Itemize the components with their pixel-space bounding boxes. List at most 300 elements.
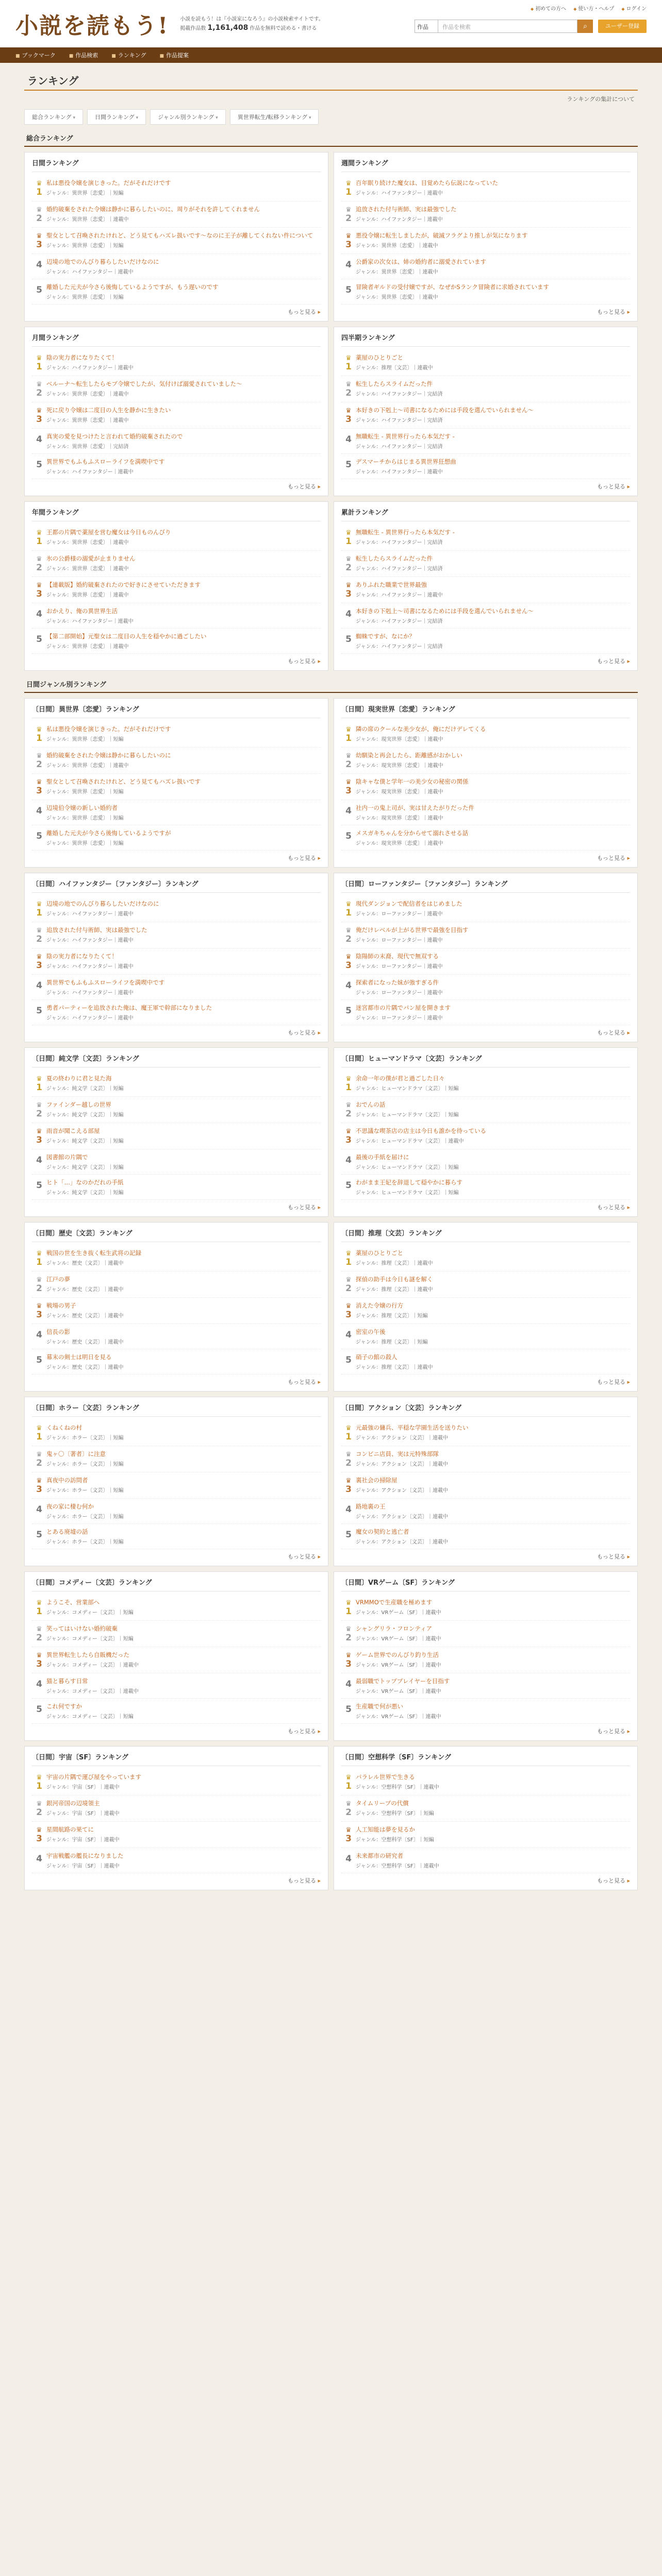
rank-number: 4 — [345, 806, 352, 816]
crown-icon: ♛ — [345, 407, 352, 415]
more-link[interactable]: もっと見る ▸ — [32, 1549, 321, 1561]
work-title-link[interactable]: 勇者パーティーを追放された俺は、魔王軍で幹部になりました — [46, 1004, 212, 1011]
ranking-card — [334, 1746, 638, 1890]
crown-icon: ♛ — [36, 555, 42, 563]
work-title-link[interactable]: 最後の手紙を届けに — [356, 1154, 409, 1161]
work-title-link[interactable]: 隣の席のクールな美少女が、俺にだけデレてくる — [356, 725, 486, 733]
work-meta: ジャンル：異世界〔恋愛〕｜連載中 — [46, 217, 129, 223]
work-title-link[interactable]: 【連載版】婚約破棄されたので好きにさせていただきます — [46, 581, 201, 588]
work-title-link[interactable]: 魔女の契約と逃亡者 — [356, 1528, 409, 1535]
work-title-link[interactable]: 転生したらスライムだった件 — [356, 380, 433, 387]
work-title-link[interactable]: 生産職で何が悪い — [356, 1703, 403, 1710]
ranking-item — [341, 1446, 630, 1472]
ranking-item — [32, 228, 321, 254]
ranking-item — [341, 896, 630, 922]
ranking-card-title: 日間ランキング — [32, 158, 321, 172]
ranking-item-body — [46, 1651, 321, 1669]
work-title-link[interactable]: 本好きの下剋上〜司書になるためには手段を選んでいられません〜 — [356, 607, 534, 615]
work-title-link[interactable]: 雨音が聞こえる部屋 — [46, 1127, 100, 1134]
tab-overall[interactable]: 総合ランキング ▾ — [24, 109, 83, 125]
ranking-item — [341, 1499, 630, 1524]
work-title-link[interactable]: VRMMOで生産職を極めます — [356, 1599, 433, 1606]
work-title-link[interactable]: 幼馴染と再会したら、距離感がおかしい — [356, 752, 462, 759]
crown-icon: ♛ — [36, 1477, 42, 1485]
ranking-card — [334, 698, 638, 868]
ranking-item — [341, 1123, 630, 1149]
rank-number: 5 — [345, 1355, 352, 1365]
ranking-item — [341, 1175, 630, 1200]
crown-icon: ♛ — [36, 778, 42, 786]
ranking-item — [32, 1149, 321, 1175]
work-title-link[interactable]: 婚約破棄をされた令嬢は静かに暮らしたいのに — [46, 752, 171, 759]
work-title-link[interactable]: ようこそ、営業部へ — [46, 1599, 100, 1606]
ranking-item — [32, 279, 321, 304]
work-title-link[interactable]: 笑ってはいけない婚約破棄 — [46, 1625, 118, 1632]
work-title-link[interactable]: 不思議な喫茶店の店主は今日も誰かを待っている — [356, 1127, 486, 1134]
rank-number: ♛ 1 — [32, 179, 46, 197]
work-title-link[interactable]: 転生したらスライムだった件 — [356, 555, 433, 562]
work-title-link[interactable]: おでんの話 — [356, 1101, 386, 1108]
work-title-link[interactable]: 幕末の剣士は明日を見る — [46, 1353, 112, 1361]
work-title-link[interactable]: コンビニ店員、実は元特殊部隊 — [356, 1450, 439, 1458]
rank-number: ♛ 1 — [32, 1773, 46, 1791]
work-meta: ジャンル：ハイファンタジー｜完結済 — [356, 644, 443, 650]
rank-number: 4 — [345, 1679, 352, 1689]
work-title-link[interactable]: 百年眠り続けた魔女は、目覚めたら伝説になっていた — [356, 179, 498, 187]
ranking-item-body — [46, 1502, 321, 1520]
more-link[interactable]: もっと見る ▸ — [341, 1873, 630, 1885]
work-title-link[interactable]: 薬屋のひとりごと — [356, 354, 403, 361]
crown-icon: ♛ — [345, 381, 352, 388]
work-title-link[interactable]: デスマーチからはじまる異世界狂想曲 — [356, 458, 456, 465]
more-link[interactable]: もっと見る ▸ — [32, 1375, 321, 1386]
page-title: ランキング — [24, 70, 638, 91]
work-title-link[interactable]: 聖女として召喚されたけれど、どう見てもハズレ扱いです — [46, 778, 201, 785]
rank-number: ♛ 3 — [32, 952, 46, 971]
ranking-card-title: 〔日間〕VRゲーム〔SF〕ランキング — [341, 1577, 630, 1591]
work-title-link[interactable]: 星間航路の果てに — [46, 1826, 94, 1833]
work-title-link[interactable]: ゲーム世界でのんびり釣り生活 — [356, 1651, 439, 1658]
work-meta: ジャンル：現実世界〔恋愛〕｜連載中 — [356, 763, 443, 769]
work-meta: ジャンル：VRゲーム〔SF〕｜連載中 — [356, 1610, 441, 1616]
work-title-link[interactable]: 離婚した元夫が今さら後悔しているようですが — [46, 829, 171, 837]
work-title-link[interactable]: 公爵家の次女は、姉の婚約者に溺愛されています — [356, 258, 486, 265]
more-link[interactable]: もっと見る ▸ — [341, 479, 630, 490]
rank-number: ♛ 2 — [32, 1100, 46, 1119]
work-title-link[interactable]: おかえり、俺の異世界生活 — [46, 607, 118, 615]
work-title-link[interactable]: 宇宙の片隅で運び屋をやっています — [46, 1773, 141, 1781]
ranking-card — [334, 152, 638, 321]
work-title-link[interactable]: 陰キャな僕と学年一の美少女の秘密の関係 — [356, 778, 469, 785]
ranking-item — [341, 429, 630, 454]
ranking-item — [341, 1822, 630, 1848]
work-title-link[interactable]: 元最強の傭兵、平穏な学園生活を送りたい — [356, 1424, 469, 1431]
tab-isekai[interactable]: 異世界転生/転移ランキング ▾ — [230, 109, 319, 125]
ranking-note-link[interactable]: ランキングの集計について — [567, 96, 635, 103]
work-title-link[interactable]: 陰の実力者になりたくて！ — [46, 354, 118, 361]
crown-icon: ♛ — [36, 1075, 42, 1083]
work-meta: ジャンル：純文学〔文芸〕｜短編 — [46, 1139, 124, 1144]
ranking-item — [341, 402, 630, 429]
work-title-link[interactable]: 私は悪役令嬢を演じきった。だがそれだけです — [46, 725, 171, 733]
ranking-item — [32, 1795, 321, 1822]
rank-number: 5 — [36, 460, 42, 470]
work-title-link[interactable]: 密室の午後 — [356, 1328, 386, 1335]
work-meta: ジャンル：ホラー〔文芸〕｜短編 — [46, 1539, 124, 1545]
work-meta: ジャンル：異世界〔恋愛〕｜短編 — [46, 789, 124, 795]
rank-number: 5 — [345, 460, 352, 470]
work-meta: ジャンル：現実世界〔恋愛〕｜連載中 — [356, 816, 443, 821]
rank-number: ♛ 2 — [32, 1450, 46, 1468]
work-meta: ジャンル：異世界〔恋愛〕｜短編 — [46, 191, 124, 196]
ranking-item-body — [46, 231, 321, 250]
section-heading: 総合ランキング — [24, 130, 638, 147]
rank-number: 5 — [345, 1006, 352, 1016]
work-title-link[interactable]: 猫と暮らす日常 — [46, 1677, 88, 1685]
work-meta: ジャンル：ヒューマンドラマ〔文芸〕｜短編 — [356, 1112, 459, 1118]
tab-genre[interactable]: ジャンル別ランキング ▾ — [150, 109, 226, 125]
work-title-link[interactable]: 信長の影 — [46, 1328, 70, 1335]
ranking-item — [32, 774, 321, 800]
ranking-card-title: 〔日間〕ホラー〔文芸〕ランキング — [32, 1402, 321, 1417]
ranking-card-title: 週間ランキング — [341, 158, 630, 172]
ranking-item — [32, 1123, 321, 1149]
work-title-link[interactable]: 鬼ヶ〇〔著者〕に注意 — [46, 1450, 106, 1458]
top-link-help[interactable]: ◆ 初めての方へ — [531, 4, 566, 12]
ranking-item-body — [46, 900, 321, 918]
more-link[interactable]: もっと見る ▸ — [341, 654, 630, 665]
work-title-link[interactable]: これ何ですか — [46, 1703, 82, 1710]
search-button[interactable] — [577, 20, 593, 33]
ranking-item-body — [356, 1852, 630, 1869]
ranking-item — [341, 228, 630, 254]
ranking-item-body — [46, 1100, 321, 1119]
site-logo[interactable]: 小説を読もう! — [15, 13, 169, 39]
more-link[interactable]: もっと見る ▸ — [32, 1873, 321, 1885]
rank-number: 4 — [36, 434, 42, 445]
work-title-link[interactable]: 辺境の地でのんびり暮らしたいだけなのに — [46, 900, 159, 907]
ranking-item-body — [356, 1301, 630, 1320]
work-title-link[interactable]: 迷宮都市の片隅でパン屋を開きます — [356, 1004, 451, 1011]
ranking-item — [32, 1420, 321, 1446]
work-meta: ジャンル：アクション〔文芸〕｜連載中 — [356, 1462, 449, 1467]
work-title-link[interactable]: 本好きの下剋上〜司書になるためには手段を選んでいられません〜 — [356, 406, 534, 414]
crown-icon: ♛ — [36, 381, 42, 388]
rank-number: 5 — [36, 285, 42, 295]
ranking-item-body — [356, 1328, 630, 1345]
ranking-item — [32, 1499, 321, 1524]
more-link[interactable]: もっと見る ▸ — [341, 1025, 630, 1037]
work-title-link[interactable]: とある廃墟の話 — [46, 1528, 88, 1535]
work-title-link[interactable]: 追放された付与術師、実は最強でした — [356, 206, 457, 213]
ranking-item — [341, 577, 630, 603]
work-title-link[interactable]: 現代ダンジョンで配信者をはじめました — [356, 900, 462, 907]
more-link[interactable]: もっと見る ▸ — [341, 1724, 630, 1735]
work-title-link[interactable]: 無職転生 - 異世界行ったら本気だす - — [356, 433, 455, 440]
work-title-link[interactable]: 裏社会の掃除屋 — [356, 1477, 398, 1484]
work-meta: ジャンル：異世界〔恋愛〕｜連載中 — [46, 540, 129, 546]
work-title-link[interactable]: くねくねの村 — [46, 1424, 82, 1431]
work-title-link[interactable]: 余命一年の僕が君と過ごした日々 — [356, 1075, 445, 1082]
rank-number: ♛ 1 — [341, 353, 356, 372]
work-meta: ジャンル：ハイファンタジー｜完結済 — [356, 566, 443, 572]
more-link[interactable]: もっと見る ▸ — [32, 654, 321, 665]
work-title-link[interactable]: 戦場の男子 — [46, 1302, 76, 1309]
work-title-link[interactable]: 江戸の夢 — [46, 1276, 70, 1283]
work-meta: ジャンル：ハイファンタジー｜完結済 — [356, 540, 443, 546]
work-title-link[interactable]: ヒト「…」なのかだれの手紙 — [46, 1179, 124, 1186]
rank-number: ♛ 2 — [341, 1624, 356, 1643]
ranking-card — [334, 1222, 638, 1392]
work-meta: ジャンル：純文学〔文芸〕｜短編 — [46, 1190, 124, 1196]
crown-icon: ♛ — [36, 953, 42, 961]
work-title-link[interactable]: 人工知能は夢を見るか — [356, 1826, 415, 1833]
work-title-link[interactable]: 無職転生 - 異世界行ったら本気だす - — [356, 529, 455, 536]
work-meta: ジャンル：コメディー〔文芸〕｜短編 — [46, 1714, 134, 1720]
work-meta: ジャンル：純文学〔文芸〕｜短編 — [46, 1086, 124, 1092]
ranking-card — [24, 1222, 328, 1392]
ranking-item — [341, 1245, 630, 1272]
ranking-item-body — [46, 353, 321, 372]
more-link[interactable]: もっと見る ▸ — [32, 1025, 321, 1037]
rank-number: ♛ 2 — [32, 926, 46, 944]
work-meta: ジャンル：ハイファンタジー｜連載中 — [46, 911, 134, 917]
work-title-link[interactable]: シャングリラ・フロンティア — [356, 1625, 433, 1632]
ranking-item-body — [46, 1677, 321, 1694]
ranking-item-body — [356, 406, 630, 425]
work-title-link[interactable]: 辺境の地でのんびり暮らしたいだけなのに — [46, 258, 159, 265]
work-title-link[interactable]: 陰の実力者になりたくて！ — [46, 953, 118, 960]
nav-search[interactable]: ■ 作品検索 — [69, 51, 98, 59]
work-title-link[interactable]: 探偵の助手は今日も謎を解く — [356, 1276, 433, 1283]
work-title-link[interactable]: 硝子の館の殺人 — [356, 1353, 398, 1361]
crown-icon: ♛ — [345, 1625, 352, 1633]
ranking-item — [341, 524, 630, 551]
ranking-item — [32, 1595, 321, 1621]
work-meta: ジャンル：推理〔文芸〕｜連載中 — [356, 1261, 433, 1266]
work-title-link[interactable]: ベルーナ〜転生したらモブ令嬢でしたが、気付けば溺愛されていました〜 — [46, 380, 242, 387]
ranking-item — [341, 1699, 630, 1724]
work-meta: ジャンル：ハイファンタジー｜完結済 — [356, 619, 443, 624]
work-title-link[interactable]: 氷の公爵様の溺愛が止まりません — [46, 555, 136, 562]
rank-number: ♛ 1 — [341, 725, 356, 743]
ranking-card-title: 〔日間〕推理〔文芸〕ランキング — [341, 1228, 630, 1242]
ranking-card-title: 月間ランキング — [32, 332, 321, 347]
work-title-link[interactable]: 探索者になった妹が強すぎる件 — [356, 979, 439, 986]
rank-number: ♛ 3 — [341, 581, 356, 599]
work-title-link[interactable]: 異世界転生したら自販機だった — [46, 1651, 129, 1658]
work-title-link[interactable]: 異世界でもふもふスローライフを満喫中です — [46, 979, 165, 986]
work-title-link[interactable]: 真夜中の訪問者 — [46, 1477, 88, 1484]
nav-bookmark[interactable]: ■ ブックマーク — [15, 51, 56, 59]
ranking-item-body — [356, 1677, 630, 1694]
more-link[interactable]: もっと見る ▸ — [32, 479, 321, 490]
work-title-link[interactable]: ありふれた職業で世界最強 — [356, 581, 427, 588]
work-title-link[interactable]: 社内一の鬼上司が、実は甘えたがりだった件 — [356, 804, 474, 811]
crown-icon: ♛ — [345, 1425, 352, 1432]
more-link[interactable]: もっと見る ▸ — [32, 1724, 321, 1735]
work-title-link[interactable]: 婚約破棄をされた令嬢は静かに暮らしたいのに、周りがそれを許してくれません — [46, 206, 260, 213]
work-meta: ジャンル：アクション〔文芸〕｜連載中 — [356, 1514, 449, 1520]
work-title-link[interactable]: わがまま王妃を辞退して穏やかに暮らす — [356, 1179, 462, 1186]
crown-icon: ♛ — [36, 1250, 42, 1258]
work-meta: ジャンル：コメディー〔文芸〕｜連載中 — [46, 1689, 139, 1694]
crown-icon: ♛ — [345, 582, 352, 589]
ranking-card-title: 〔日間〕ローファンタジー〔ファンタジー〕ランキング — [341, 878, 630, 893]
work-meta: ジャンル：ハイファンタジー｜連載中 — [46, 619, 134, 624]
rank-number: ♛ 2 — [32, 205, 46, 224]
rank-number: ♛ 3 — [341, 952, 356, 971]
work-title-link[interactable]: 最弱職でトッププレイヤーを目指す — [356, 1677, 450, 1685]
crown-icon: ♛ — [36, 927, 42, 935]
crown-icon: ♛ — [36, 1276, 42, 1284]
more-link[interactable]: もっと見る ▸ — [32, 304, 321, 316]
work-title-link[interactable]: 戦国の世を生き抜く転生武将の記録 — [46, 1249, 141, 1257]
more-link[interactable]: もっと見る ▸ — [341, 1375, 630, 1386]
ranking-item — [341, 279, 630, 304]
crown-icon: ♛ — [345, 1075, 352, 1083]
work-meta: ジャンル：VRゲーム〔SF〕｜連載中 — [356, 1689, 441, 1694]
crown-icon: ♛ — [36, 1101, 42, 1109]
more-link[interactable]: もっと見る ▸ — [341, 1200, 630, 1211]
ranking-item — [341, 1595, 630, 1621]
work-title-link[interactable]: 未来都市の研究者 — [356, 1852, 403, 1859]
main-nav — [0, 47, 662, 63]
work-title-link[interactable]: 悪役令嬢に転生しましたが、破滅フラグより推しが気になります — [356, 232, 528, 239]
nav-suggest[interactable]: ■ 作品提案 — [159, 51, 189, 59]
ranking-item-body — [356, 1423, 630, 1442]
ranking-item — [32, 1298, 321, 1324]
ranking-item — [341, 201, 630, 228]
ranking-card — [334, 1571, 638, 1741]
top-link-usage[interactable]: ◆ 使い方・ヘルプ — [573, 4, 614, 12]
ranking-item-body — [46, 283, 321, 300]
top-link-login[interactable]: ◆ ログイン — [621, 4, 647, 12]
work-title-link[interactable]: 【第二部開始】元聖女は二度目の人生を穏やかに過ごしたい — [46, 633, 207, 640]
work-title-link[interactable]: タイムリープの代償 — [356, 1800, 409, 1807]
work-meta: ジャンル：ホラー〔文芸〕｜短編 — [46, 1514, 124, 1520]
ranking-item — [32, 896, 321, 922]
work-title-link[interactable]: 辺境伯令嬢の新しい婚約者 — [46, 804, 118, 811]
crown-icon: ♛ — [345, 1826, 352, 1834]
rank-number: ♛ 1 — [341, 1773, 356, 1791]
search-bar — [415, 20, 647, 33]
work-title-link[interactable]: 私は悪役令嬢を演じきった。だがそれだけです — [46, 179, 171, 187]
rank-number: ♛ 3 — [32, 231, 46, 250]
ranking-item-body — [46, 1328, 321, 1345]
work-meta: ジャンル：ローファンタジー｜連載中 — [356, 964, 443, 970]
work-title-link[interactable]: 図書館の片隅で — [46, 1154, 88, 1161]
work-title-link[interactable]: 王都の片隅で薬屋を営む魔女は今日ものんびり — [46, 529, 171, 536]
more-link[interactable]: もっと見る ▸ — [341, 851, 630, 862]
work-title-link[interactable]: 冒険者ギルドの受付嬢ですが、なぜかSランク冒険者に求婚されています — [356, 283, 549, 291]
ranking-item — [32, 1097, 321, 1123]
work-title-link[interactable]: 蜘蛛ですが、なにか？ — [356, 633, 415, 640]
work-meta: ジャンル：推理〔文芸〕｜連載中 — [356, 1287, 433, 1293]
ranking-item-body — [46, 978, 321, 996]
work-title-link[interactable]: 夏の終わりに君と見た海 — [46, 1075, 112, 1082]
work-title-link[interactable]: 陰陽師の末裔、現代で無双する — [356, 953, 439, 960]
crown-icon: ♛ — [345, 206, 352, 214]
more-link[interactable]: もっと見る ▸ — [32, 851, 321, 862]
ranking-item-body — [46, 1074, 321, 1093]
work-meta: ジャンル：空想科学〔SF〕｜連載中 — [356, 1785, 439, 1790]
ranking-item — [341, 629, 630, 654]
ranking-item-body — [356, 1353, 630, 1370]
ranking-item-body — [356, 1074, 630, 1093]
crown-icon: ♛ — [345, 1128, 352, 1136]
ranking-item-body — [356, 777, 630, 796]
register-button[interactable]: ユーザー登録 — [598, 20, 647, 33]
ranking-item — [32, 454, 321, 479]
work-title-link[interactable]: メスガキちゃんを分からせて溺れさせる話 — [356, 829, 469, 837]
work-title-link[interactable]: 真実の愛を見つけたと言われて婚約破棄されたので — [46, 433, 183, 440]
tab-daily[interactable]: 日間ランキング ▾ — [87, 109, 146, 125]
work-title-link[interactable]: 俺だけレベルが上がる世界で最強を目指す — [356, 926, 469, 934]
work-title-link[interactable]: 離婚した元夫が今さら後悔しているようですが、もう遅いのです — [46, 283, 219, 291]
work-title-link[interactable]: 路地裏の王 — [356, 1503, 386, 1510]
work-meta: ジャンル：異世界〔恋愛〕｜連載中 — [46, 418, 129, 423]
crown-icon: ♛ — [36, 180, 42, 188]
ranking-item-body — [46, 1598, 321, 1617]
ranking-item — [32, 629, 321, 654]
section-heading: 日間ジャンル別ランキング — [24, 676, 638, 693]
ranking-item-body — [46, 432, 321, 450]
ranking-item — [32, 1647, 321, 1673]
work-title-link[interactable]: 異世界でもふもふスローライフを満喫中です — [46, 458, 165, 465]
rank-number: ♛ 1 — [341, 1249, 356, 1267]
more-link[interactable]: もっと見る ▸ — [341, 1549, 630, 1561]
ranking-item — [32, 350, 321, 376]
ranking-item — [341, 1621, 630, 1647]
ranking-item-body — [356, 952, 630, 971]
ranking-item — [341, 254, 630, 279]
crown-icon: ♛ — [36, 1128, 42, 1136]
ranking-item — [341, 1848, 630, 1873]
work-title-link[interactable]: パラレル世界で生きる — [356, 1773, 415, 1781]
search-type-select[interactable]: 作品 — [415, 20, 438, 33]
rank-number: ♛ 1 — [341, 1074, 356, 1093]
ranking-card-title: 〔日間〕異世界〔恋愛〕ランキング — [32, 704, 321, 718]
work-title-link[interactable]: 薬屋のひとりごと — [356, 1249, 403, 1257]
work-meta: ジャンル：異世界〔恋愛〕｜短編 — [46, 841, 124, 846]
work-meta: ジャンル：空想科学〔SF〕｜短編 — [356, 1811, 434, 1817]
work-title-link[interactable]: 消えた令嬢の行方 — [356, 1302, 403, 1309]
work-title-link[interactable]: 銀河帝国の辺境領主 — [46, 1800, 100, 1807]
rank-number: 4 — [345, 1854, 352, 1864]
work-meta: ジャンル：宇宙〔SF〕｜連載中 — [46, 1863, 120, 1869]
ranking-item-body — [356, 926, 630, 944]
crown-icon: ♛ — [345, 1800, 352, 1808]
work-title-link[interactable]: 宇宙戦艦の艦長になりました — [46, 1852, 124, 1859]
work-title-link[interactable]: 聖女として召喚されたけれど、どう見てもハズレ扱いです〜なのに王子が離してくれない件について — [46, 232, 313, 239]
nav-ranking[interactable]: ■ ランキング — [111, 51, 146, 59]
work-title-link[interactable]: 夜の家に棲む何か — [46, 1503, 94, 1510]
work-meta: ジャンル：推理〔文芸〕｜短編 — [356, 1313, 428, 1319]
more-link[interactable]: もっと見る ▸ — [341, 304, 630, 316]
ranking-item-body — [46, 554, 321, 573]
ranking-item-body — [46, 205, 321, 224]
search-input[interactable]: 作品を検索 — [438, 20, 577, 33]
more-link[interactable]: もっと見る ▸ — [32, 1200, 321, 1211]
work-title-link[interactable]: 追放された付与術師、実は最強でした — [46, 926, 147, 934]
work-title-link[interactable]: 死に戻り令嬢は二度目の人生を静かに生きたい — [46, 406, 171, 414]
ranking-item-body — [46, 1852, 321, 1869]
work-title-link[interactable]: ファインダー越しの世界 — [46, 1101, 111, 1108]
rank-number: ♛ 1 — [341, 1423, 356, 1442]
ranking-item-body — [356, 1153, 630, 1171]
work-meta: ジャンル：空想科学〔SF〕｜短編 — [356, 1837, 434, 1843]
